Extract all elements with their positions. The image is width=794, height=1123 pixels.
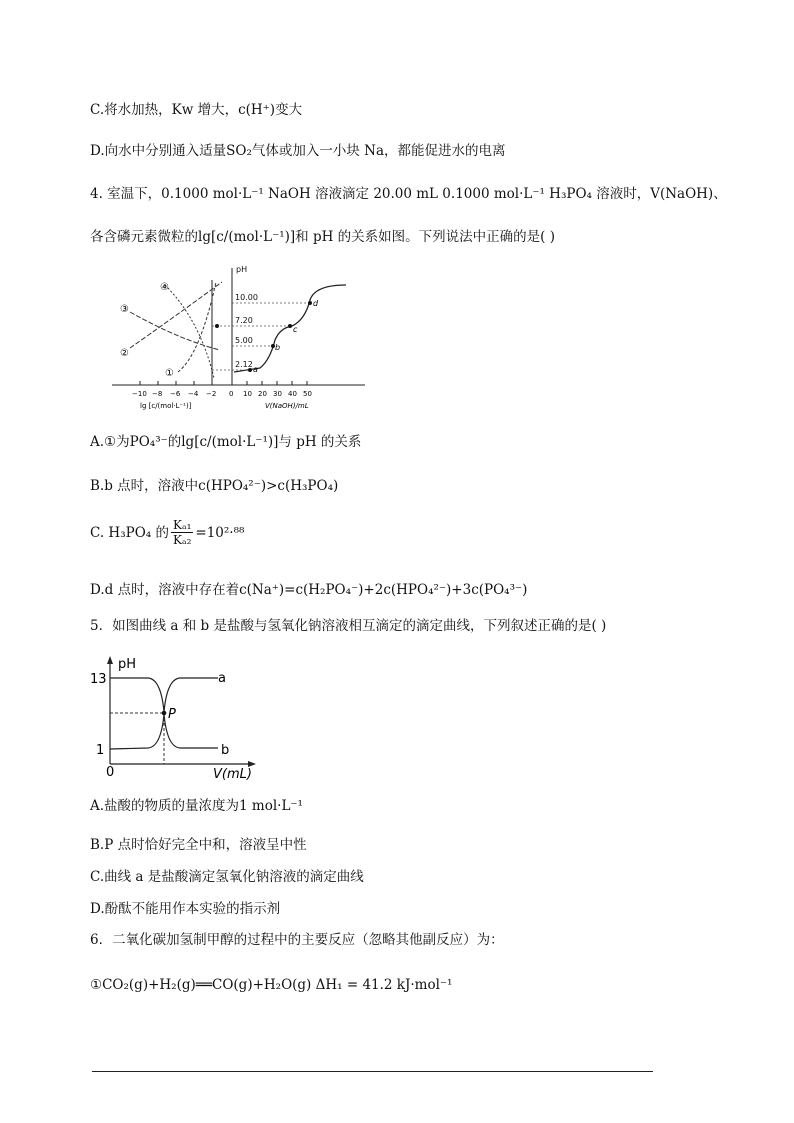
q4-titration-figure [110, 260, 370, 410]
curve-label-4: ④ [160, 282, 169, 293]
q5-option-d: D.酚酞不能用作本实验的指示剂 [90, 901, 281, 917]
point-label-b: b [275, 343, 281, 352]
q4-stem-line2: 各含磷元素微粒的lg[c/(mol·L⁻¹)]和 pH 的关系如图。下列说法中正确的是( ) [90, 229, 555, 245]
q5-option-b: B.P 点时恰好完全中和，溶液呈中性 [90, 837, 307, 853]
option-c-water-heating: C.将水加热，Kw 增大，c(H⁺)变大 [90, 102, 303, 118]
curve-b-label: b [221, 743, 230, 758]
curve-label-3: ③ [120, 304, 129, 315]
x-tick: −6 [170, 390, 181, 398]
ph-tick: 2.12 [235, 360, 253, 369]
x-axis-label: V(mL) [213, 767, 252, 782]
ka-ratio [171, 518, 193, 547]
curve-a [110, 678, 218, 712]
q5-titration-figure [88, 652, 268, 782]
point-label-d: d [313, 299, 319, 308]
x-tick: −4 [188, 390, 199, 398]
q4-option-b: B.b 点时，溶液中c(HPO₄²⁻)>c(H₃PO₄) [90, 478, 339, 494]
y-axis-label: pH [236, 265, 248, 274]
x-tick: 20 [258, 390, 267, 398]
curve-2 [130, 282, 222, 348]
ka1: Kₐ₁ [172, 518, 192, 532]
point-p-label: P [168, 707, 176, 722]
q4-option-c-suffix: =10²·⁸⁸ [195, 524, 245, 541]
ph-tick: 7.20 [235, 316, 253, 325]
ph-tick: 5.00 [235, 336, 253, 345]
y-tick-13: 13 [90, 672, 107, 687]
q6-stem: 6．二氧化碳加氢制甲醇的过程中的主要反应（忽略其他副反应）为： [90, 932, 504, 948]
ka2: Kₐ₂ [172, 533, 192, 547]
y-tick-1: 1 [96, 743, 105, 758]
ph-tick: 10.00 [235, 293, 258, 302]
x-tick: 40 [288, 390, 297, 398]
point-label-c: c [293, 325, 298, 334]
q4-option-c-prefix: C. H₃PO₄ 的 [90, 524, 169, 541]
q4-option-a: A.①为PO₄³⁻的lg[c/(mol·L⁻¹)]与 pH 的关系 [90, 434, 362, 450]
footer-divider [92, 1071, 653, 1072]
option-d-water-ionization: D.向水中分别通入适量SO₂气体或加入一小块 Na，都能促进水的电离 [90, 143, 506, 159]
x-tick: 30 [273, 390, 282, 398]
x-tick: −2 [206, 390, 217, 398]
x-tick: 50 [303, 390, 312, 398]
x-axis-label-left: lg [c/(mol·L⁻¹)] [140, 402, 192, 410]
curve-label-1: ① [165, 368, 174, 379]
q4-option-d: D.d 点时，溶液中存在着c(Na⁺)=c(H₂PO₄⁻)+2c(HPO₄²⁻)+3c(PO₄³⁻) [90, 582, 528, 598]
x-axis-label-right: V(NaOH)/mL [265, 402, 309, 410]
q6-reaction-1: ①CO₂(g)+H₂(g)══CO(g)+H₂O(g) ΔH₁ = 41.2 kJ·mol⁻¹ [90, 977, 453, 993]
x-tick: 0 [229, 390, 234, 398]
y-axis-label: pH [118, 657, 137, 672]
q5-option-c: C.曲线 a 是盐酸滴定氢氧化钠溶液的滴定曲线 [90, 869, 364, 885]
x-tick: −10 [132, 390, 147, 398]
point-label-a: a [253, 365, 258, 374]
q5-option-a: A.盐酸的物质的量浓度为1 mol·L⁻¹ [90, 798, 303, 814]
q4-option-c [90, 518, 244, 547]
curve-1 [178, 282, 216, 372]
curve-4 [165, 285, 214, 378]
q4-stem-line1: 4. 室温下，0.1000 mol·L⁻¹ NaOH 溶液滴定 20.00 mL 0.1000 mol·L⁻¹ H₃PO₄ 溶液时，V(NaOH)、 [90, 186, 727, 202]
curve-label-2: ② [120, 348, 129, 359]
q5-stem: 5．如图曲线 a 和 b 是盐酸与氢氧化钠溶液相互滴定的滴定曲线，下列叙述正确的是( ) [90, 618, 607, 634]
x-tick: −8 [152, 390, 163, 398]
curve-a-label: a [218, 671, 226, 686]
x-tick: 10 [243, 390, 252, 398]
origin-label: 0 [106, 765, 115, 780]
